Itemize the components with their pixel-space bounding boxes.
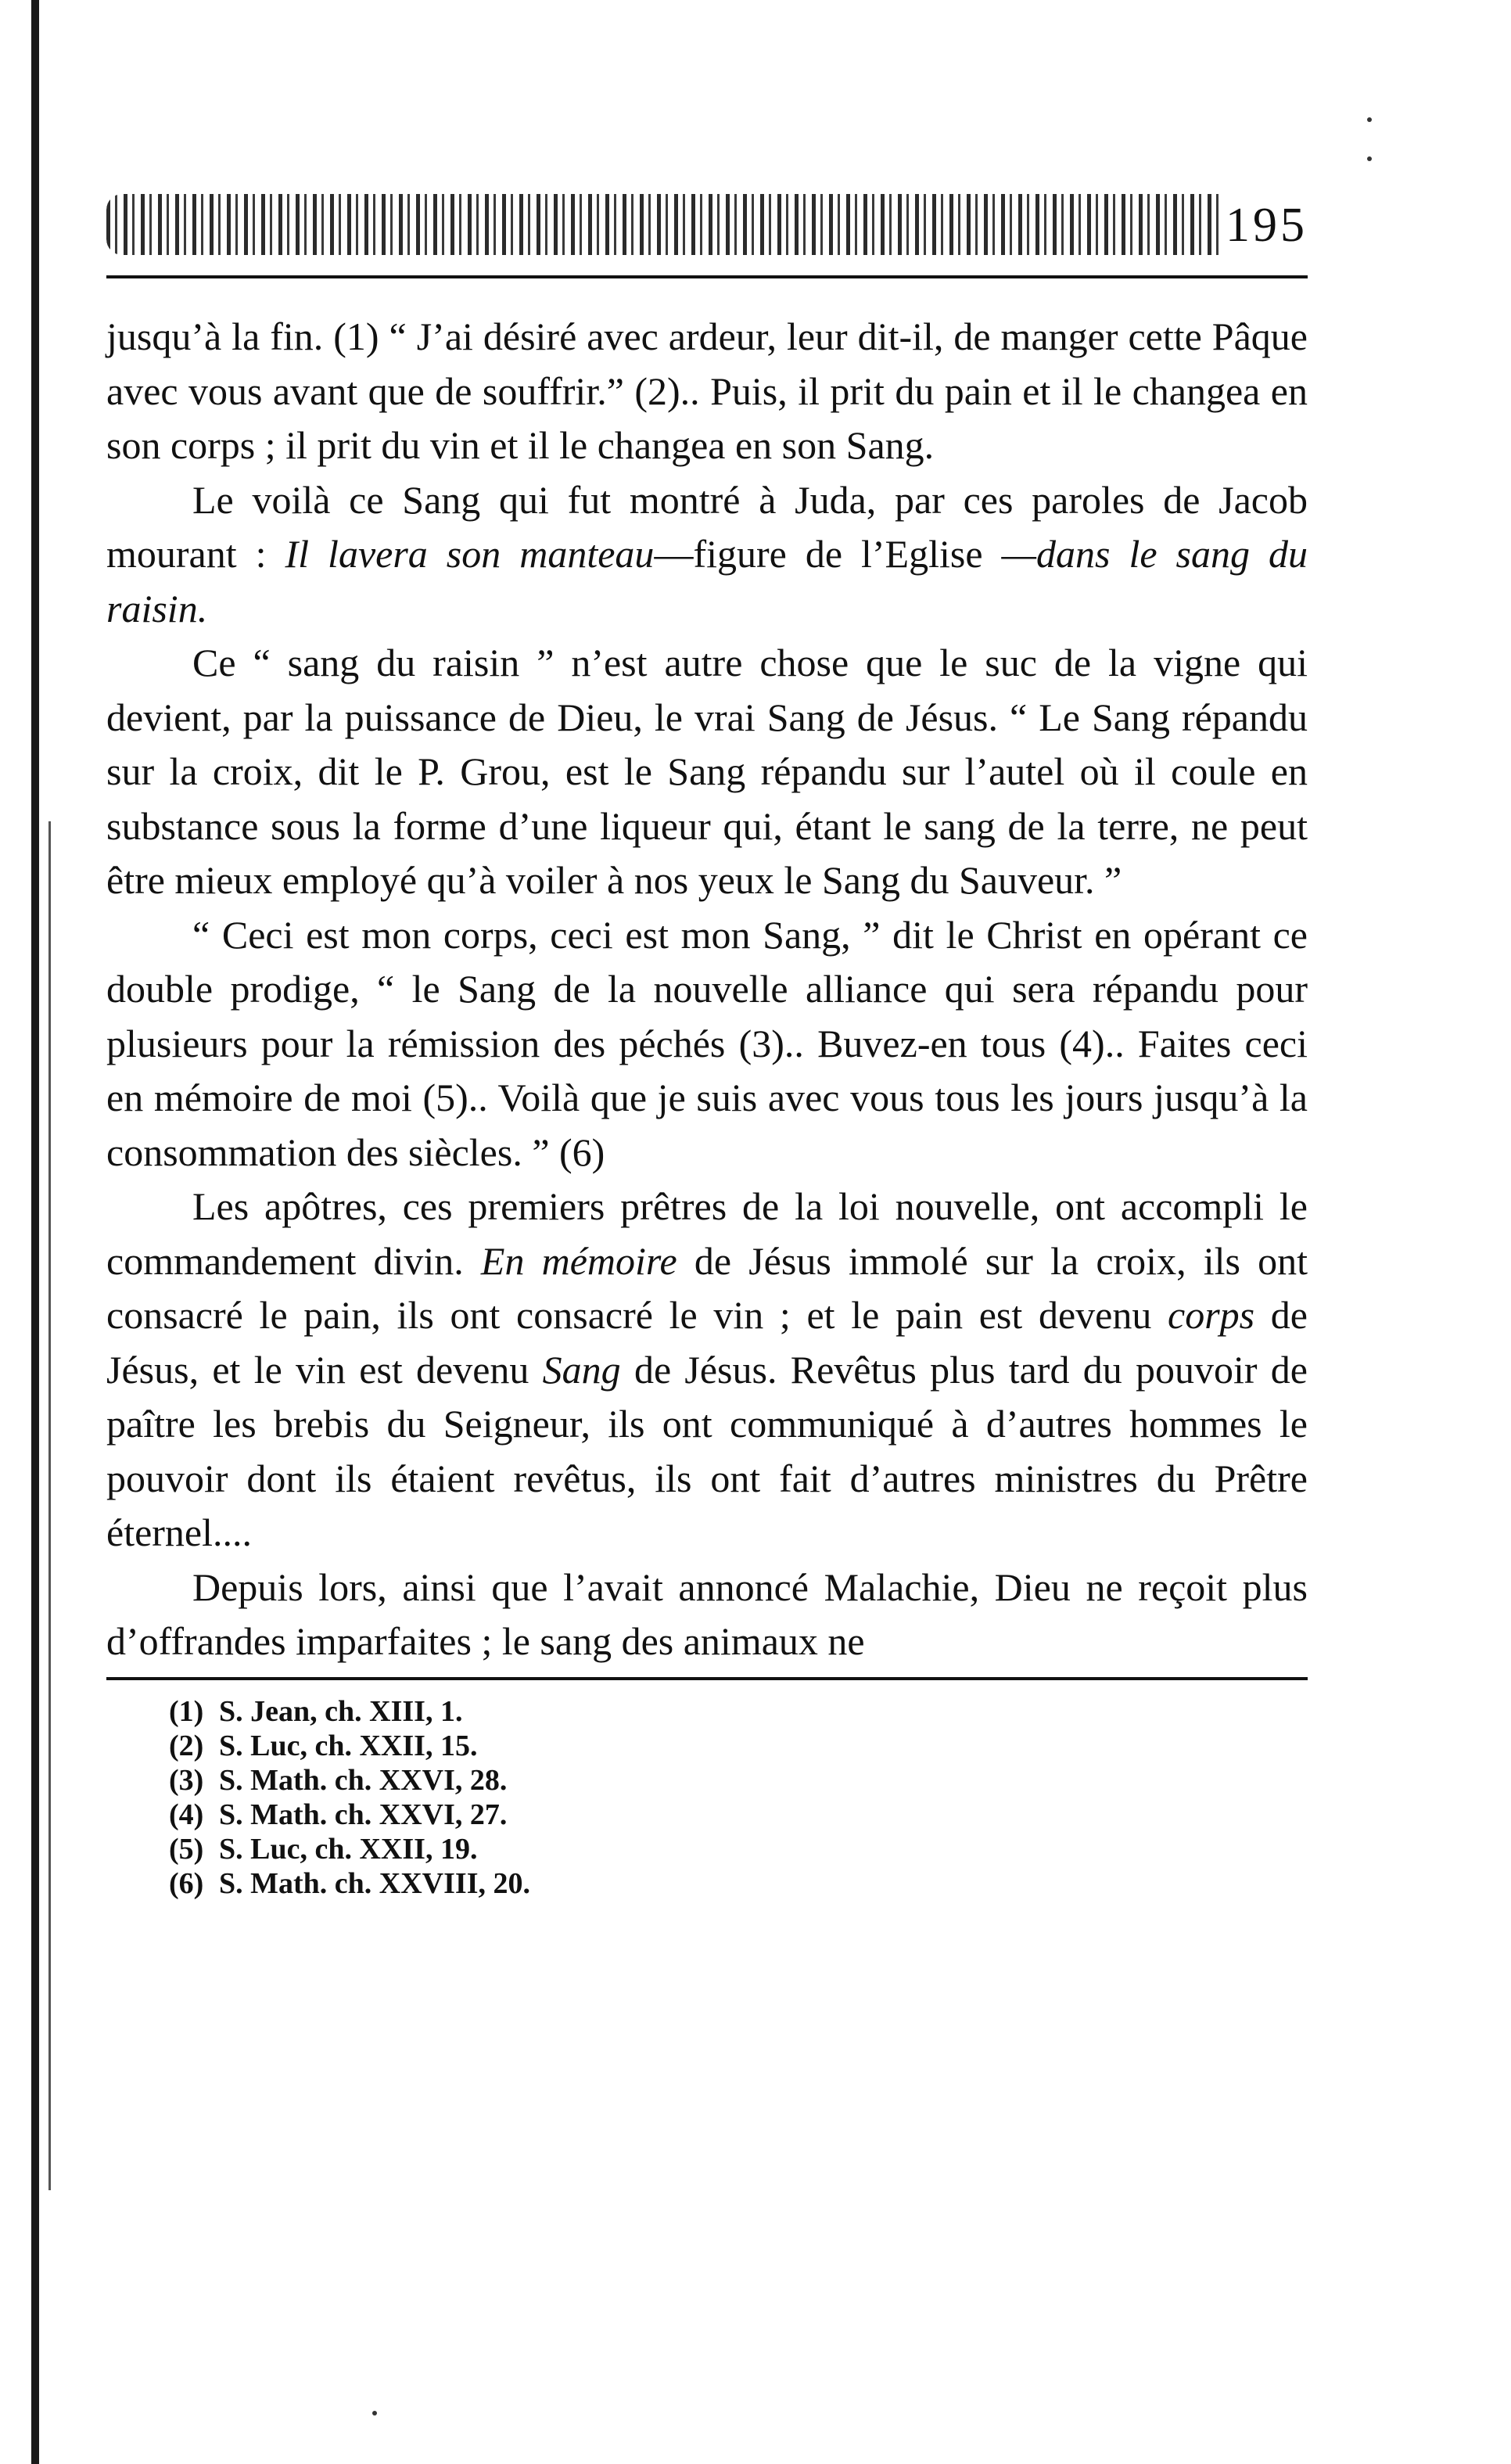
scan-speck — [372, 2411, 377, 2416]
running-title-ornamental — [106, 194, 1225, 255]
italic-text: corps — [1168, 1293, 1255, 1337]
paragraph — [106, 636, 1308, 908]
paragraph — [106, 473, 1308, 637]
book-page — [106, 180, 1308, 1901]
footnote — [169, 1832, 1308, 1866]
footnote-rule — [106, 1677, 1308, 1680]
scan-speck — [1367, 156, 1372, 161]
footnote — [169, 1798, 1308, 1832]
footnote-text: S. Jean, ch. XIII, 1. — [219, 1694, 463, 1728]
header-rule — [106, 275, 1308, 278]
italic-text: En mémoire — [480, 1238, 677, 1283]
footnote-text: S. Math. ch. XXVI, 28. — [219, 1763, 508, 1797]
footnote-text: S. Luc, ch. XXII, 19. — [219, 1832, 478, 1866]
footnote-number: (4) — [169, 1798, 204, 1831]
footnote-number: (1) — [169, 1694, 204, 1728]
scan-speck — [1367, 117, 1372, 122]
footnote — [169, 1866, 1308, 1901]
paragraph — [106, 908, 1308, 1180]
footnote — [169, 1694, 1308, 1729]
text-run: Depuis lors, ainsi que l’avait annoncé Malachie, Dieu ne reçoit plus d’offrandes imparfaites ; le sang des animaux ne — [106, 1564, 1308, 1663]
text-run: “ Ceci est mon corps, ceci est mon Sang, ” dit le Christ en opérant ce double prodige, “ le Sang de la nouvelle alliance qui sera répandu pour plusieurs pour la rémission des péchés (3).. Buvez-en tous (4).. Faites ceci en mémoire de moi (5).. Voilà que je suis avec vous tous les jours jusqu’à la consommation des siècles. ” (6) — [106, 912, 1308, 1174]
page-number: 195 — [1226, 199, 1308, 252]
footnote — [169, 1763, 1308, 1798]
text-run: de Jésus. Revêtus plus tard du pouvoir de paître les brebis du Seigneur, ils ont communiqué à d’autres hommes le pouvoir dont ils étaient revêtus, ils ont fait d’autres ministres du Prêtre éternel.... — [106, 1347, 1308, 1554]
italic-text: —dans le sang du raisin. — [106, 532, 1308, 630]
footnote-text: S. Math. ch. XXVI, 27. — [219, 1798, 508, 1831]
text-run: Le voilà ce Sang qui fut montré à Juda, par ces paroles de Jacob mourant : — [106, 477, 1308, 576]
footnote — [169, 1729, 1308, 1763]
footnote-number: (5) — [169, 1832, 204, 1866]
text-run: Les apôtres, ces premiers prêtres de la loi nouvelle, ont accompli le commandement divin. — [106, 1184, 1308, 1283]
footnote-text: S. Math. ch. XXVIII, 20. — [219, 1866, 530, 1900]
text-run: Ce “ sang du raisin ” n’est autre chose que le suc de la vigne qui devient, par la puissance de Dieu, le vrai Sang de Jésus. “ Le Sang répandu sur la croix, dit le P. Grou, est le Sang répandu sur l’autel où il coule en substance sous la forme d’une liqueur qui, étant le sang de la terre, ne peut être mieux employé qu’à voiler à nos yeux le Sang du Sauveur. ” — [106, 641, 1308, 902]
text-run: de Jésus immolé sur la croix, ils ont consacré le pain, ils ont consacré le vin ; et le pain est devenu — [106, 1238, 1308, 1337]
paragraph — [106, 1561, 1308, 1669]
scan-binding-edge — [31, 0, 39, 2464]
footnotes — [169, 1694, 1308, 1901]
running-header — [106, 180, 1308, 266]
text-run: —figure de l’Eglise — [654, 532, 1002, 576]
footnote-text: S. Luc, ch. XXII, 15. — [219, 1729, 478, 1762]
text-run: de Jésus, et le vin est devenu — [106, 1293, 1308, 1392]
italic-text: Sang — [542, 1347, 621, 1392]
footnote-number: (3) — [169, 1763, 204, 1797]
paragraph — [106, 1180, 1308, 1561]
footnote-number: (6) — [169, 1866, 204, 1900]
paragraph — [106, 310, 1308, 473]
italic-text: Il lavera son manteau — [285, 532, 655, 576]
body-text — [106, 310, 1308, 1669]
footnote-number: (2) — [169, 1729, 204, 1762]
scan-margin-line — [48, 821, 51, 2190]
text-run: jusqu’à la fin. (1) “ J’ai désiré avec ardeur, leur dit-il, de manger cette Pâque avec vous avant que de souffrir.” (2).. Puis, il prit du pain et il le changea en son corps ; il prit du vin et il le changea en son Sang. — [106, 314, 1308, 467]
